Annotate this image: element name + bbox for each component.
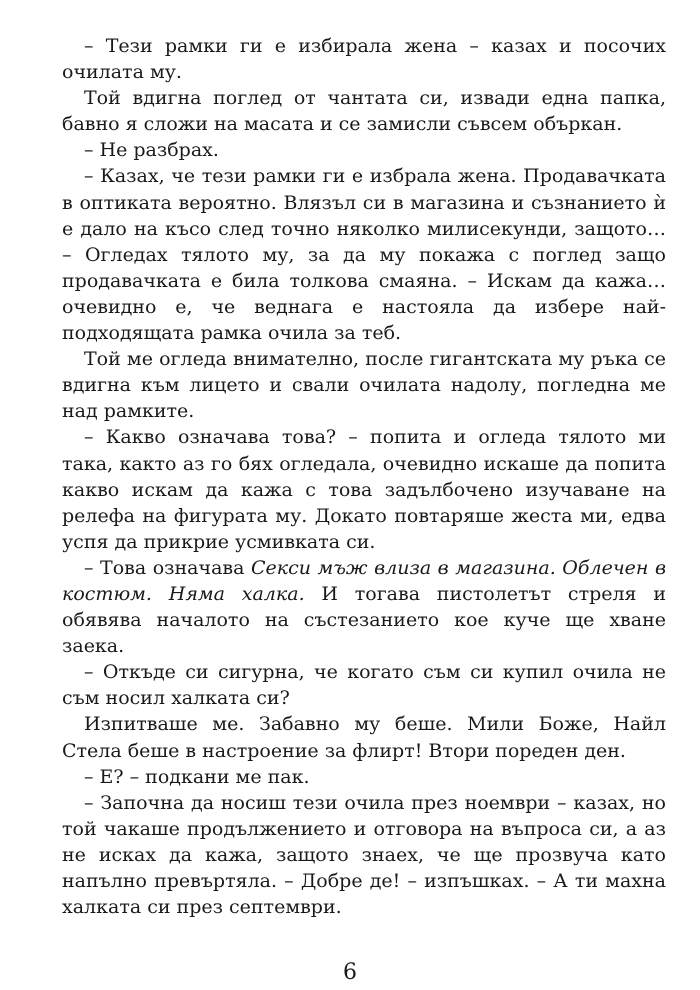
paragraph-2 xyxy=(62,85,666,137)
paragraph-3-text: – Не разбрах. xyxy=(84,139,219,162)
paragraph-8-text: – Откъде си сигурна, че когато съм си купил очила не съм носил халката си? xyxy=(62,661,666,710)
paragraph-7-before: – Това означава xyxy=(84,556,251,579)
paragraph-5-text: Той ме огледа внимателно, после гигантската му ръка се вдигна към лицето и свали очилата надолу, погледна ме над рамките. xyxy=(62,348,666,423)
paragraph-4-text: – Казах, че тези рамки ги е избрала жена. Продавачката в оптиката вероятно. Влязъл си в магазина и съзнанието ѝ е дало на късо след точно няколко милисекунди, защото… – Огледах тялото му, за да му покажа с поглед защо продавачката е била толкова смаяна. – Искам да кажа… очевидно е, че веднага е настояла да избере най-подходящата рамка очила за теб. xyxy=(62,165,666,345)
paragraph-7-after: И тогава пистолетът стреля и обявява началото на състезанието кое куче ще хване заека. xyxy=(62,582,666,658)
paragraph-4 xyxy=(62,163,666,346)
paragraph-6-text: – Какво означава това? – попита и огледа тялото ми така, както аз го бях огледала, очевидно искаше да попита какво искам да кажа с това задълбочено изучаване на релефа на фигурата му. Докато повтаряше жеста ми, едва успя да прикрие усмивката си. xyxy=(62,426,666,553)
paragraph-3 xyxy=(62,137,666,163)
body-text xyxy=(62,33,666,920)
paragraph-11 xyxy=(62,790,666,920)
paragraph-9 xyxy=(62,711,666,763)
paragraph-7-italic: Секси мъж влиза в магазина. Облечен в костюм. Няма халка. xyxy=(62,556,667,605)
paragraph-1-text: – Тези рамки ги е избирала жена – казах и посочих очилата му. xyxy=(62,35,666,84)
paragraph-6 xyxy=(62,424,666,554)
paragraph-11-text: – Започна да носиш тези очила през ноември – казах, но той чакаше продължението и отговора на въпроса си, а аз не исках да кажа, защото знаех, че ще прозвуча като напълно превъртяла. – Добре де! – изпъшках. – А ти махна халката си през септември. xyxy=(62,791,666,919)
paragraph-9-text: Изпитваше ме. Забавно му беше. Мили Боже, Найл Стела беше в настроение за флирт! Втори пореден ден. xyxy=(62,713,666,762)
paragraph-10 xyxy=(62,764,666,790)
paragraph-2-text: Той вдигна поглед от чантата си, извади една папка, бавно я сложи на масата и се замисли съвсем объркан. xyxy=(62,87,666,136)
paragraph-10-text: – Е? – подкани ме пак. xyxy=(84,765,310,788)
paragraph-7 xyxy=(62,555,666,659)
paragraph-1 xyxy=(62,33,666,85)
page-number: 6 xyxy=(343,960,357,985)
paragraph-8 xyxy=(62,659,666,711)
paragraph-5 xyxy=(62,346,666,424)
